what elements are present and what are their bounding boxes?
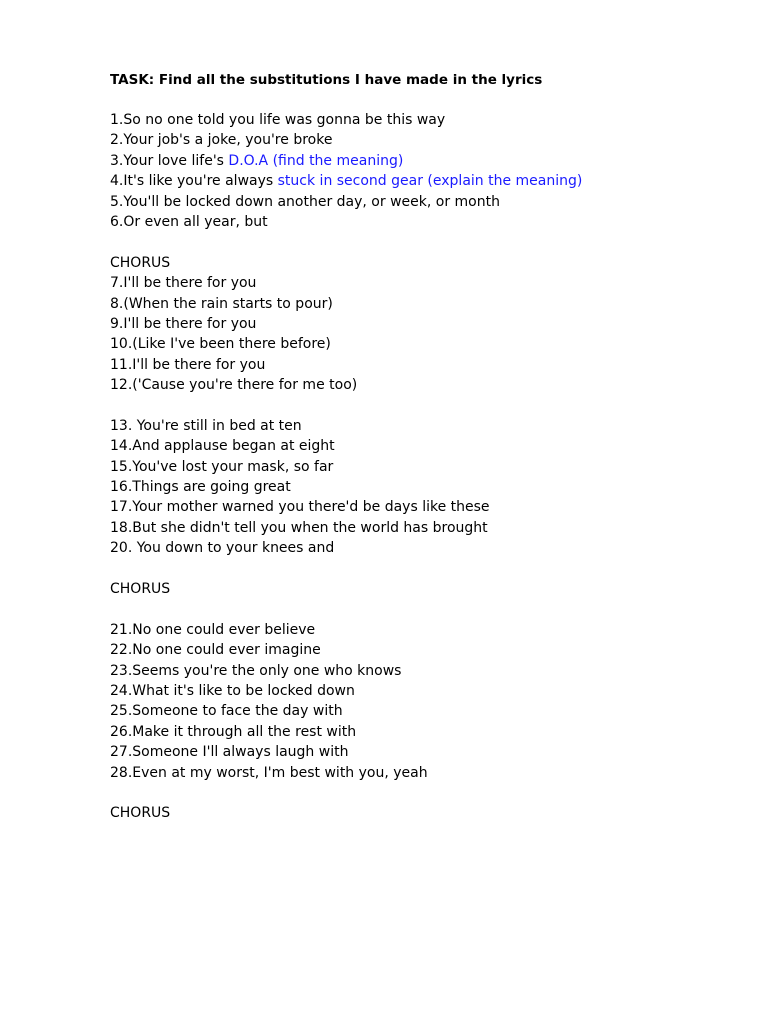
verse-1 xyxy=(110,110,730,232)
lyric-line-13: 13. You're still in bed at ten xyxy=(110,417,302,434)
lyric-line-23: 23.Seems you're the only one who knows xyxy=(110,662,402,679)
chorus-1 xyxy=(110,253,730,396)
bridge xyxy=(110,620,730,783)
chorus-heading-1: CHORUS xyxy=(110,254,171,271)
lyric-line-3 xyxy=(110,151,730,171)
blank-line xyxy=(110,559,730,579)
lyric-line-3-highlight: D.O.A (find the meaning) xyxy=(228,152,404,169)
lyric-line-21: 21.No one could ever believe xyxy=(110,621,316,638)
lyric-line-15: 15.You've lost your mask, so far xyxy=(110,458,334,475)
verse-2 xyxy=(110,416,730,559)
lyric-line-14: 14.And applause began at eight xyxy=(110,438,335,455)
lyric-line-5: 5.You'll be locked down another day, or week, or month xyxy=(110,193,500,210)
lyric-line-9: 9.I'll be there for you xyxy=(110,315,257,332)
lyric-line-2: 2.Your job's a joke, you're broke xyxy=(110,132,333,149)
blank-line xyxy=(110,783,730,803)
lyric-line-20: 20. You down to your knees and xyxy=(110,540,335,557)
blank-line xyxy=(110,599,730,619)
lyric-line-27: 27.Someone I'll always laugh with xyxy=(110,744,349,761)
lyric-line-8: 8.(When the rain starts to pour) xyxy=(110,295,333,312)
document-page xyxy=(110,70,730,824)
lyric-line-4 xyxy=(110,171,730,191)
chorus-heading-2: CHORUS xyxy=(110,580,171,597)
lyric-line-16: 16.Things are going great xyxy=(110,479,291,496)
lyric-line-6: 6.Or even all year, but xyxy=(110,213,268,230)
lyric-line-11: 11.I'll be there for you xyxy=(110,356,266,373)
lyric-line-12: 12.('Cause you're there for me too) xyxy=(110,377,358,394)
lyric-line-4-highlight: stuck in second gear (explain the meaning) xyxy=(277,173,583,190)
lyric-line-4-text: 4.It's like you're always xyxy=(110,173,278,190)
lyric-line-10: 10.(Like I've been there before) xyxy=(110,336,331,353)
lyric-line-1: 1.So no one told you life was gonna be this way xyxy=(110,112,446,128)
lyric-line-25: 25.Someone to face the day with xyxy=(110,703,343,720)
lyric-line-3-text: 3.Your love life's xyxy=(110,152,229,169)
lyric-line-17: 17.Your mother warned you there'd be days like these xyxy=(110,499,490,516)
chorus-heading-3: CHORUS xyxy=(110,805,171,822)
lyric-line-7: 7.I'll be there for you xyxy=(110,275,257,292)
lyric-line-22: 22.No one could ever imagine xyxy=(110,642,321,659)
lyric-line-26: 26.Make it through all the rest with xyxy=(110,723,357,740)
task-title: TASK: Find all the substitutions I have made in the lyrics xyxy=(110,72,543,88)
blank-line xyxy=(110,232,730,252)
lyric-line-28: 28.Even at my worst, I'm best with you, yeah xyxy=(110,764,428,781)
lyric-line-18: 18.But she didn't tell you when the world has brought xyxy=(110,519,488,536)
blank-line xyxy=(110,395,730,415)
lyric-line-24: 24.What it's like to be locked down xyxy=(110,682,355,699)
